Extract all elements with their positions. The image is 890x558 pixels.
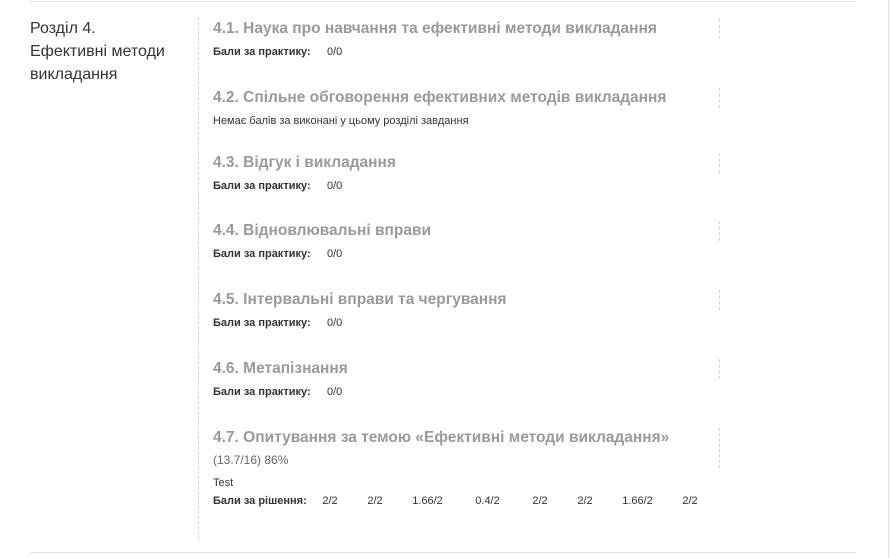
chapter-title-line3: викладання	[30, 66, 118, 83]
section-title[interactable]: 4.7. Опитування за темою «Ефективні методи викладання»	[213, 429, 670, 446]
solution-score-2: 2/2	[367, 495, 383, 507]
practice-points	[213, 45, 733, 59]
no-points-note: Немає балів за виконані у цьому розділі завдання	[213, 115, 469, 127]
section-4-6	[213, 359, 733, 399]
section-4-3	[213, 153, 733, 193]
practice-points-label: Бали за практику:	[213, 46, 311, 58]
section-title[interactable]: 4.2. Спільне обговорення ефективних методів викладання	[213, 89, 667, 106]
solution-points-label: Бали за рішення:	[213, 495, 307, 507]
section-header	[213, 428, 720, 468]
section-title[interactable]: 4.4. Відновлювальні вправи	[213, 222, 432, 239]
section-title[interactable]: 4.3. Відгук і викладання	[213, 154, 396, 171]
practice-points-label: Бали за практику:	[213, 180, 311, 192]
practice-points-label: Бали за практику:	[213, 317, 311, 329]
sections-divider	[198, 17, 199, 539]
chapter-title-line2: Ефективні методи	[30, 43, 165, 60]
practice-points-value: 0/0	[327, 248, 343, 260]
solution-scores	[213, 494, 733, 508]
solution-score-6: 2/2	[577, 495, 593, 507]
solution-score-4: 0.4/2	[475, 495, 500, 507]
practice-points	[213, 385, 733, 399]
section-4-5	[213, 290, 733, 330]
practice-points-value: 0/0	[327, 180, 343, 192]
section-4-7	[213, 428, 733, 508]
bottom-divider	[30, 552, 856, 553]
solution-score-5: 2/2	[532, 495, 548, 507]
section-header	[213, 153, 720, 173]
section-header	[213, 19, 720, 39]
section-score: (13.7/16) 86%	[213, 453, 289, 467]
section-header	[213, 359, 720, 379]
section-title[interactable]: 4.6. Метапізнання	[213, 360, 348, 377]
practice-points-value: 0/0	[327, 386, 343, 398]
practice-points-label: Бали за практику:	[213, 386, 311, 398]
practice-points-value: 0/0	[327, 317, 343, 329]
solution-score-7: 1.66/2	[622, 495, 653, 507]
section-4-4	[213, 221, 733, 261]
section-4-2	[213, 88, 733, 128]
solution-score-1: 2/2	[322, 495, 338, 507]
practice-points-label: Бали за практику:	[213, 248, 311, 260]
chapter-title	[30, 17, 195, 86]
practice-points	[213, 316, 733, 330]
solution-score-3: 1.66/2	[412, 495, 443, 507]
practice-points-value: 0/0	[327, 46, 343, 58]
section-header	[213, 290, 720, 310]
section-header	[213, 88, 720, 108]
section-header	[213, 221, 720, 241]
practice-points	[213, 179, 733, 193]
solution-score-8: 2/2	[682, 495, 698, 507]
section-title[interactable]: 4.1. Наука про навчання та ефективні методи викладання	[213, 20, 657, 37]
chapter-title-line1: Розділ 4.	[30, 20, 96, 37]
practice-points	[213, 247, 733, 261]
test-label: Test	[213, 477, 234, 489]
section-title[interactable]: 4.5. Інтервальні вправи та чергування	[213, 291, 507, 308]
section-4-1	[213, 19, 733, 59]
top-divider	[30, 1, 856, 2]
